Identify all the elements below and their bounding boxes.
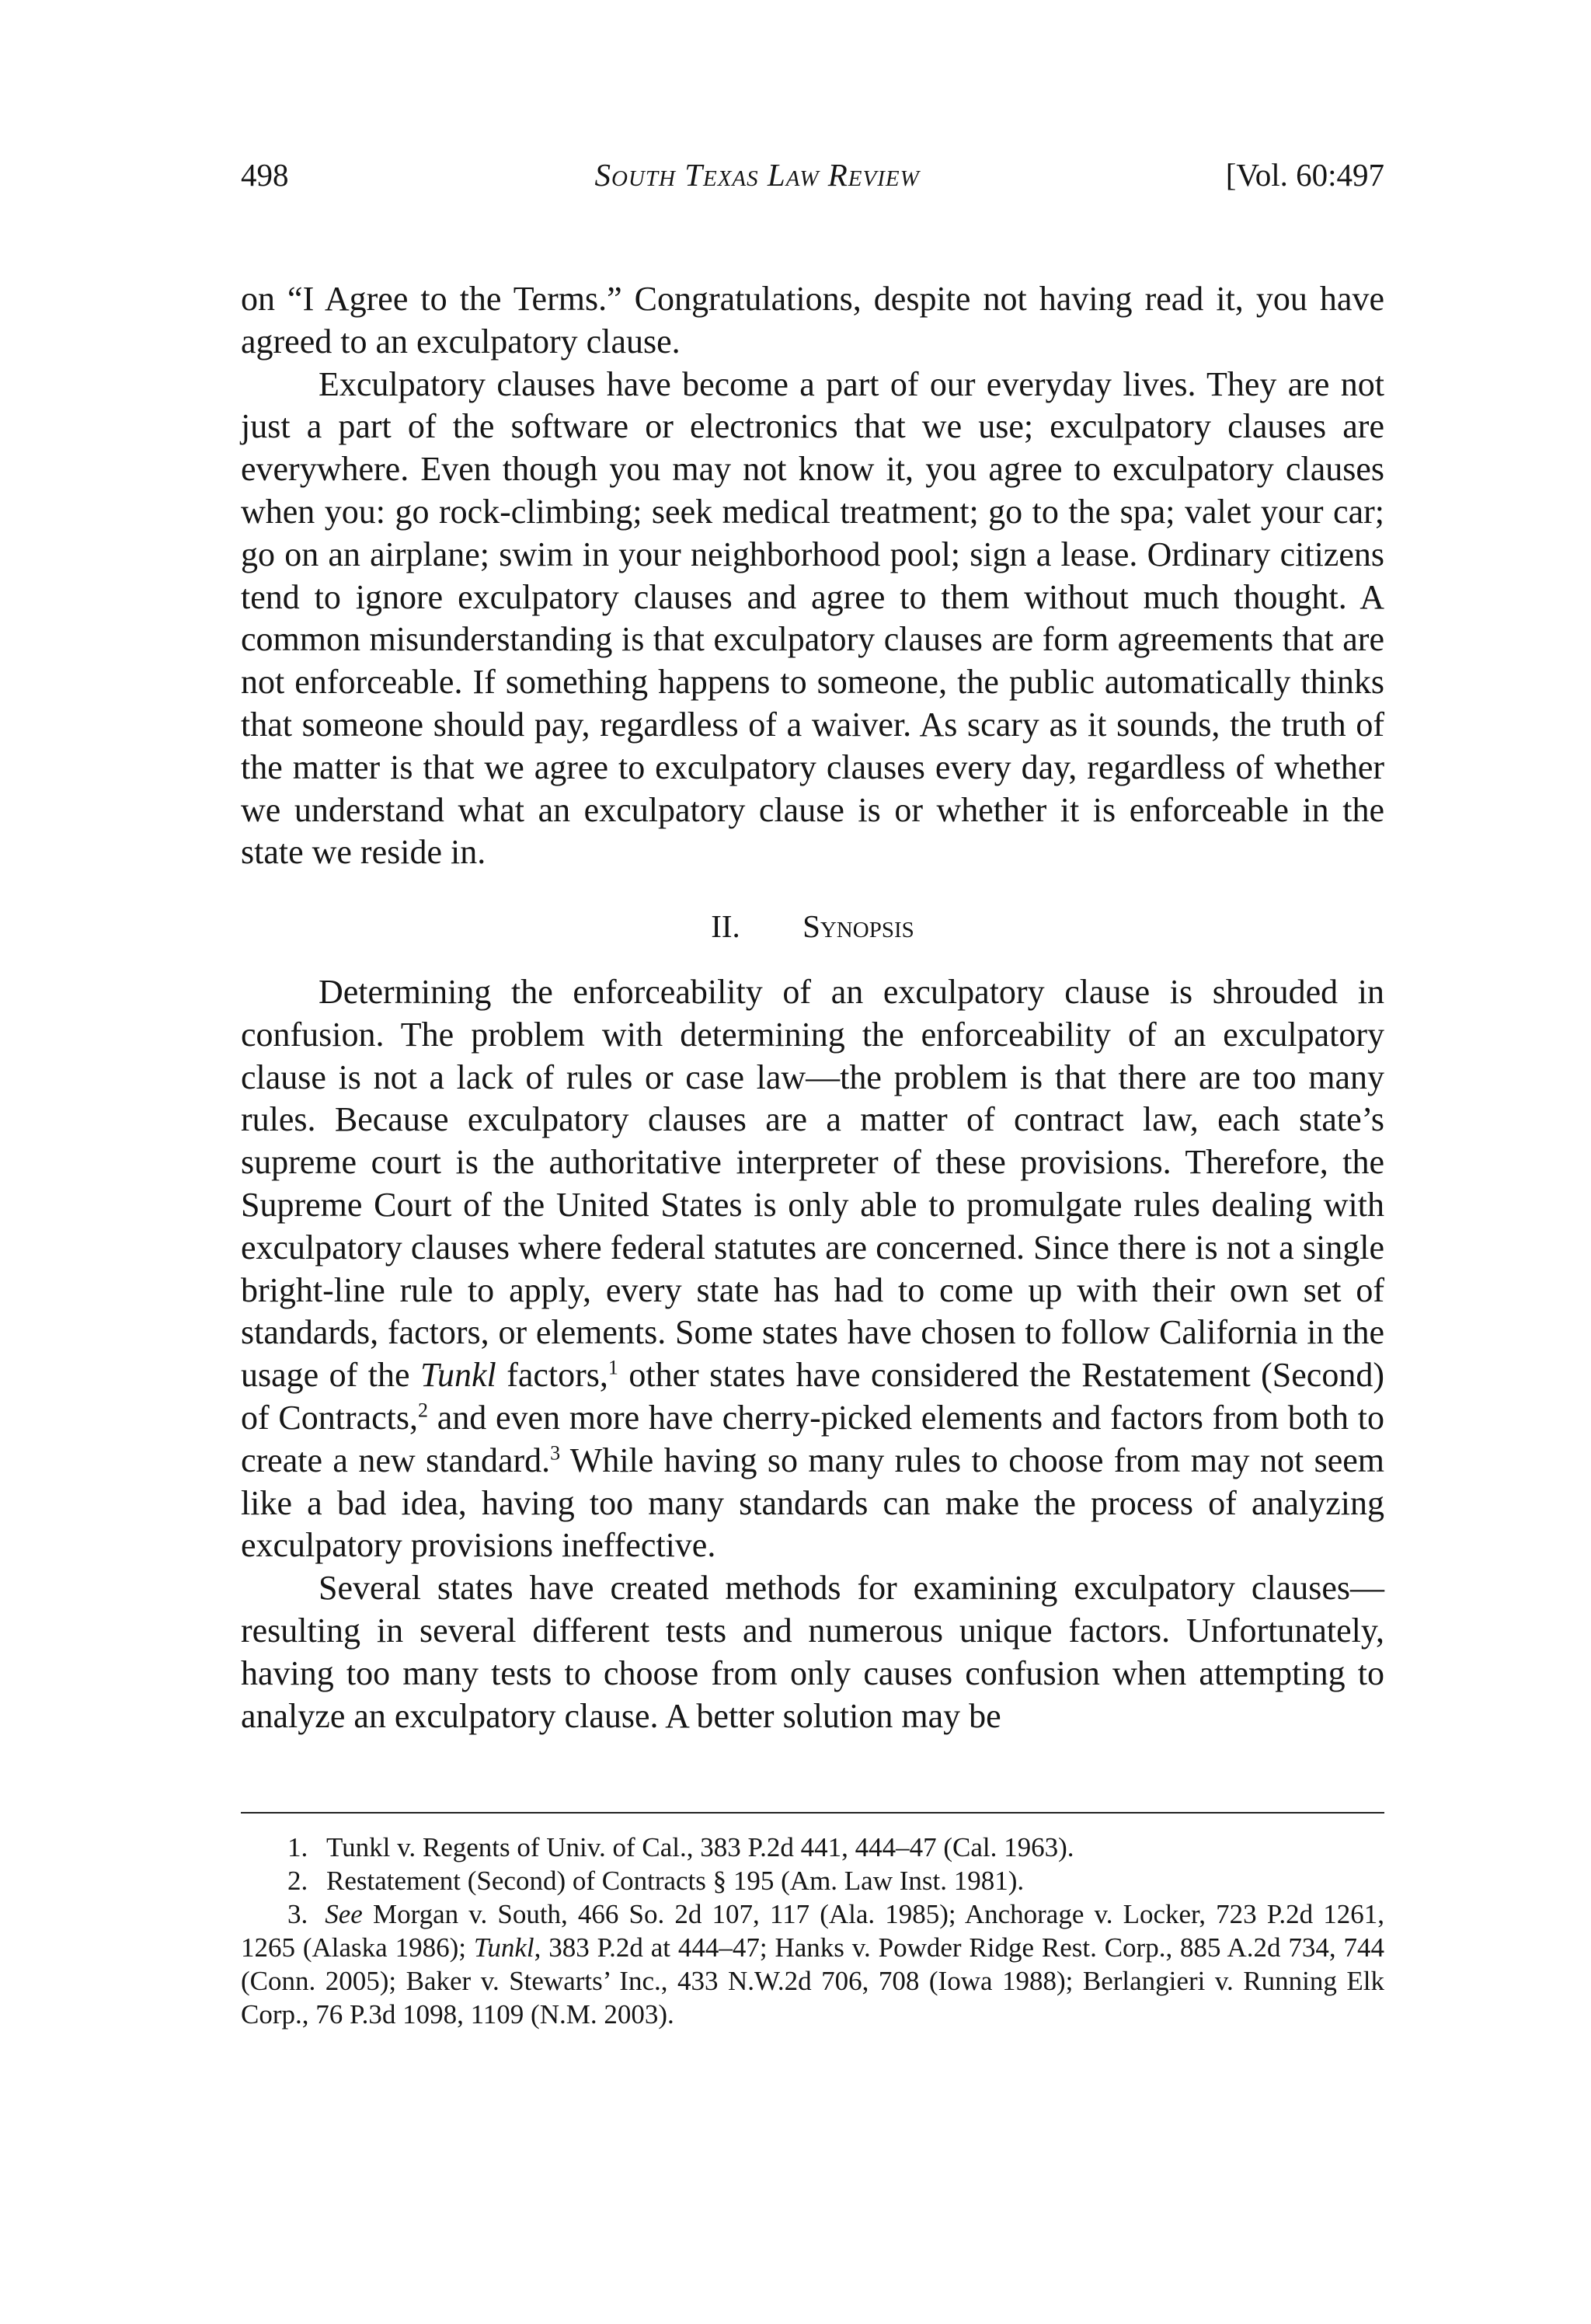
paragraph-several-states: Several states have created methods for examining exculpatory clauses—resulting in several different tests and numerous unique factors. Unfortunately, having too many tests to choose from only causes confusion when attempting to analyze an exculpatory clause. A better solution may be [241, 1569, 1384, 1735]
footnote-1 [241, 1831, 1384, 1864]
section-title: Synopsis [802, 908, 914, 945]
footnote-text: Tunkl v. Regents of Univ. of Cal., 383 P.2d 441, 444–47 (Cal. 1963). [326, 1832, 1074, 1863]
footnote-3 [241, 1897, 1384, 2031]
synopsis-text-d: and even more have cherry-picked elements and factors from both to create a new standard. [241, 1398, 1384, 1479]
volume-citation: [Vol. 60:497 [1225, 157, 1384, 193]
tunkl-case-name: Tunkl [420, 1356, 496, 1395]
footnote-tunkl: Tunkl [473, 1932, 534, 1963]
synopsis-text-a: Determining the enforceability of an exculpatory clause is shrouded in confusion. The problem with determining the enforceability of an exculpatory clause is not a lack of rules or case law—the problem is that there are too many rules. Because exculpatory clauses are a matter of contract law, each state’s supreme court is the authoritative interpreter of these provisions. Therefore, the Supreme Court of the United States is only able to promulgate rules dealing with exculpatory clauses where federal statutes are concerned. Since there is not a single bright-line rule to apply, every state has had to come up with their own set of standards, factors, or elements. Some states have chosen to follow California in the usage of the [241, 972, 1384, 1395]
footnote-ref-3[interactable]: 3 [550, 1441, 561, 1465]
running-header [241, 155, 1384, 194]
page-number: 498 [241, 157, 289, 193]
footnote-text-a: Morgan v. South, 466 So. 2d 107, 117 (Ala. 1985); Anchorage v. Locker, 723 P.2d 1261, 1265 (Alaska 1986); [241, 1899, 1384, 1963]
section-number: II. [711, 908, 740, 945]
footnote-ref-1[interactable]: 1 [608, 1356, 618, 1379]
section-heading [241, 905, 1384, 948]
synopsis-text-e: While having so many rules to choose from may not seem like a bad idea, having too many standards can make the process of analyzing exculpatory provisions ineffective. [241, 1441, 1384, 1565]
synopsis-text-b: factors, [496, 1356, 608, 1395]
paragraph-synopsis [241, 971, 1384, 1567]
paragraph-continued: on “I Agree to the Terms.” Congratulations, despite not having read it, you have agreed to an exculpatory clause. [241, 280, 1384, 361]
paragraph-everyday-lives: Exculpatory clauses have become a part of our everyday lives. They are not just a part of the software or electronics that we use; exculpatory clauses are everywhere. Even though you may not know it, you agree to exculpatory clauses when you: go rock-climbing; seek medical treatment; go to the spa; valet your car; go on an airplane; swim in your neighborhood pool; sign a lease. Ordinary citizens tend to ignore exculpatory clauses and agree to them without much thought. A common misunderstanding is that exculpatory clauses are form agreements that are not enforceable. If something happens to someone, the public automatically thinks that someone should pay, regardless of a waiver. As scary as it sounds, the truth of the matter is that we agree to exculpatory clauses every day, regardless of whether we understand what an exculpatory clause is or whether it is enforceable in the state we reside in. [241, 364, 1384, 872]
synopsis-text-c: other states have considered the Restatement (Second) of Contracts, [241, 1356, 1384, 1437]
footnote-number: 1. [287, 1832, 308, 1863]
footnote-text-b: , 383 P.2d at 444–47; Hanks v. Powder Ridge Rest. Corp., 885 A.2d 734, 744 (Conn. 2005); Baker v. Stewarts’ Inc., 433 N.W.2d 706, 708 (Iowa 1988); Berlangieri v. Running Elk Corp., 76 P.3d 1098, 1109 (N.M. 2003). [241, 1932, 1384, 2030]
journal-title: South Texas Law Review [594, 157, 920, 193]
footnote-2 [241, 1864, 1384, 1897]
page [241, 155, 1384, 2031]
footnote-number: 3. [287, 1899, 308, 1930]
footnote-number: 2. [287, 1866, 308, 1897]
footnotes [241, 1831, 1384, 2031]
footnote-ref-2[interactable]: 2 [418, 1399, 429, 1422]
footnote-divider [241, 1812, 1384, 1814]
footnote-signal-see: See [325, 1899, 363, 1930]
article-body [241, 278, 1384, 1737]
footnote-text: Restatement (Second) of Contracts § 195 (Am. Law Inst. 1981). [326, 1866, 1025, 1897]
